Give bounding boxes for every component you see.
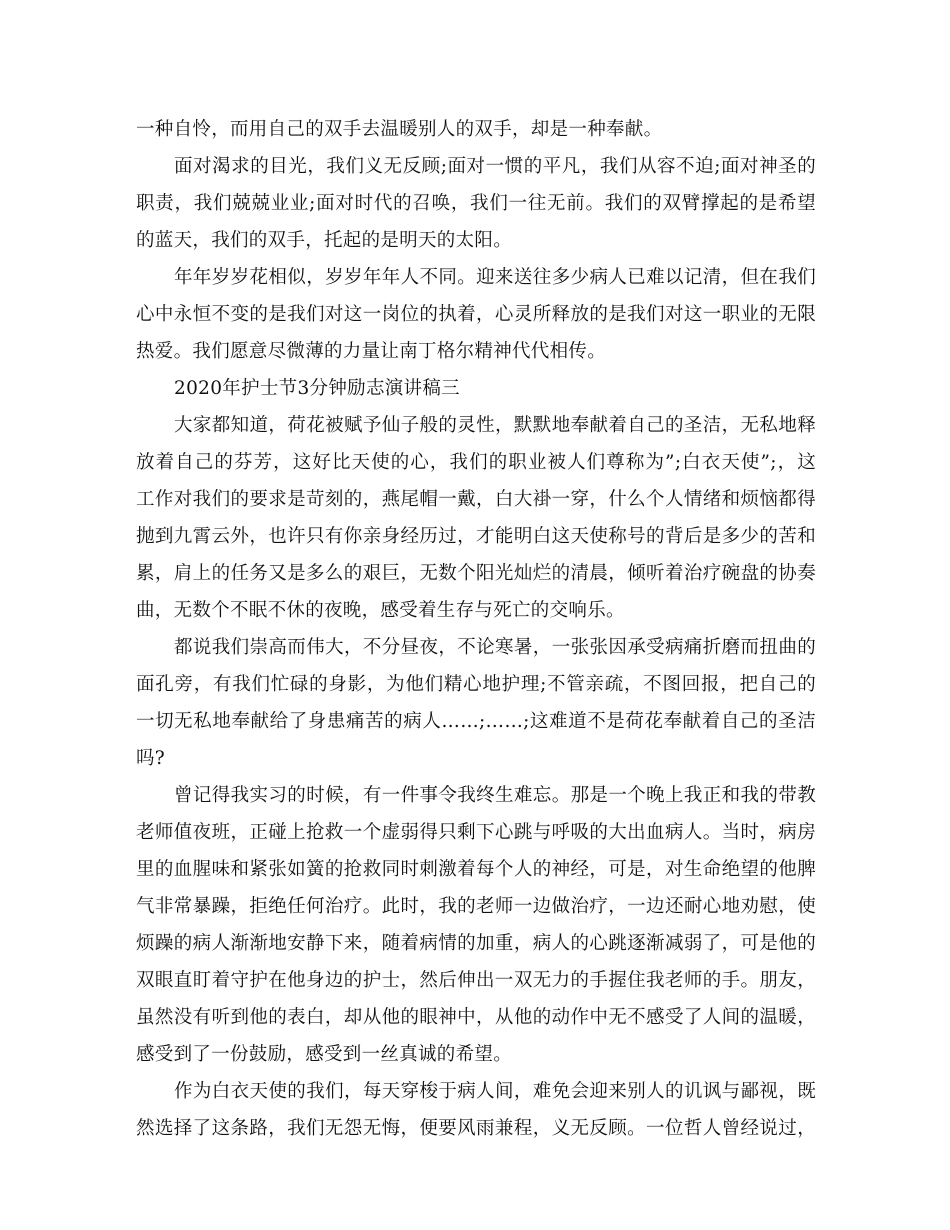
text-line: 吗? bbox=[136, 748, 166, 769]
paragraph-line: 年年岁岁花相似，岁岁年年人不同。迎来送往多少病人已难以记清，但在我们 bbox=[174, 267, 816, 288]
text-line: 里的血腥味和紧张如簧的抢救同时刺激着每个人的神经，可是，对生命绝望的他脾 bbox=[136, 859, 816, 880]
paragraph-line: 作为白衣天使的我们，每天穿梭于病人间，难免会迎来别人的讥讽与鄙视，既 bbox=[174, 1081, 816, 1102]
text-line: 放着自己的芬芳，这好比天使的心，我们的职业被人们尊称为”;白衣天使”;，这 bbox=[136, 452, 816, 473]
text-line: 感受到了一份鼓励，感受到一丝真诚的希望。 bbox=[136, 1044, 513, 1065]
paragraph-line: 面对渴求的目光，我们义无反顾;面对一惯的平凡，我们从容不迫;面对神圣的 bbox=[174, 156, 816, 177]
paragraph-line: 曾记得我实习的时候，有一件事令我终生难忘。那是一个晚上我正和我的带教 bbox=[174, 785, 816, 806]
text-line: 的蓝天，我们的双手，托起的是明天的太阳。 bbox=[136, 230, 513, 251]
text-line: 抛到九霄云外，也许只有你亲身经历过，才能明白这天使称号的背后是多少的苦和 bbox=[136, 526, 816, 547]
text-line: 烦躁的病人渐渐地安静下来，随着病情的加重，病人的心跳逐渐减弱了，可是他的 bbox=[136, 933, 816, 954]
text-line: 热爱。我们愿意尽微薄的力量让南丁格尔精神代代相传。 bbox=[136, 341, 607, 362]
text-line: 虽然没有听到他的表白，却从他的眼神中，从他的动作中无不感受了人间的温暖， bbox=[136, 1007, 816, 1028]
text-line: 职责，我们兢兢业业;面对时代的召唤，我们一往无前。我们的双臂撑起的是希望 bbox=[136, 193, 816, 214]
paragraph-line: 大家都知道，荷花被赋予仙子般的灵性，默默地奉献着自己的圣洁，无私地释 bbox=[174, 415, 816, 436]
section-heading: 2020年护士节3分钟励志演讲稿三 bbox=[174, 378, 460, 399]
paragraph-line: 都说我们崇高而伟大，不分昼夜，不论寒暑，一张张因承受病痛折磨而扭曲的 bbox=[174, 637, 816, 658]
text-line: 气非常暴躁，拒绝任何治疗。此时，我的老师一边做治疗，一边还耐心地劝慰，使 bbox=[136, 896, 816, 917]
text-line: 然选择了这条路，我们无怨无悔，便要风雨兼程，义无反顾。一位哲人曾经说过， bbox=[136, 1118, 816, 1139]
text-line: 老师值夜班，正碰上抢救一个虚弱得只剩下心跳与呼吸的大出血病人。当时，病房 bbox=[136, 822, 816, 843]
text-line: 一切无私地奉献给了身患痛苦的病人……;……;这难道不是荷花奉献着自己的圣洁 bbox=[136, 711, 816, 732]
text-line: 双眼直盯着守护在他身边的护士，然后伸出一双无力的手握住我老师的手。朋友， bbox=[136, 970, 816, 991]
text-line: 一种自怜，而用自己的双手去温暖别人的双手，却是一种奉献。 bbox=[136, 119, 663, 140]
text-line: 累，肩上的任务又是多么的艰巨，无数个阳光灿烂的清晨，倾听着治疗碗盘的协奏 bbox=[136, 563, 816, 584]
text-line: 心中永恒不变的是我们对这一岗位的执着，心灵所释放的是我们对这一职业的无限 bbox=[136, 304, 816, 325]
text-line: 面孔旁，有我们忙碌的身影，为他们精心地护理;不管亲疏，不图回报，把自己的 bbox=[136, 674, 816, 695]
text-line: 曲，无数个不眠不休的夜晚，感受着生存与死亡的交响乐。 bbox=[136, 600, 625, 621]
text-line: 工作对我们的要求是苛刻的，燕尾帽一戴，白大褂一穿，什么个人情绪和烦恼都得 bbox=[136, 489, 816, 510]
